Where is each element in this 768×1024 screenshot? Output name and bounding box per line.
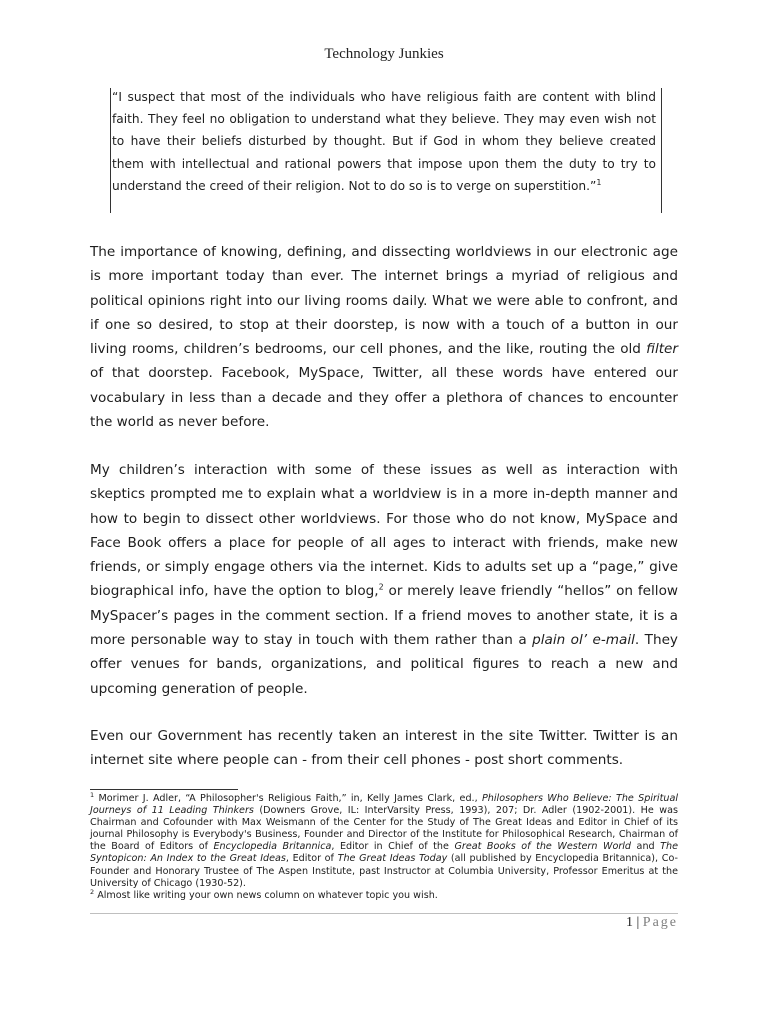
block-quote <box>112 86 656 197</box>
paragraph-1-emphasis: filter <box>646 341 678 358</box>
paragraph-1-text-b: of that doorstep. Facebook, MySpace, Twitter, all these words have entered our vocabulary in less than a decade and they offer a plethora of chances to encounter the world as never before. <box>90 365 678 431</box>
footnote-1-italic-5: The Great Ideas Today <box>337 853 448 865</box>
footnote-2-mark: 2 <box>90 887 95 896</box>
footnote-1-text-2: (Downers Grove, IL: InterVarsity Press, 1993), 207; Dr. Adler (1902-2001). He was Chairman and Cofounder with Max Weismann of the Center for the Study of The Great Ideas and Editor in Chief of its journal Philosophy is Everybody's Business, Founder and Director of the Institute for Philosophical Research, Chairman of the Board of Editors of <box>90 805 678 853</box>
footnotes <box>90 790 678 902</box>
footnote-2 <box>90 887 678 902</box>
footnote-1-italic-3: Great Books of the Western World <box>454 841 632 853</box>
paragraph-3-text: Even our Government has recently taken an interest in the site Twitter. Twitter is an internet site where people can - from their cell phones - post short comments. <box>90 728 678 769</box>
footnote-1 <box>90 790 678 890</box>
footnote-1-italic-1: Philosophers Who Believe: The Spiritual Journeys of 11 Leading Thinkers <box>90 793 678 817</box>
footnote-separator <box>90 789 238 790</box>
page-label: Page <box>642 915 678 930</box>
footnote-ref-2[interactable]: 2 <box>378 582 384 592</box>
footnote-1-text-6: (all published by Encyclopedia Britannica), Co-Founder and Honorary Trustee of The Aspen Institute, past Instructor at Columbia University, Professor Emeritus at the University of Chicago (1930-52). <box>90 853 678 889</box>
page-number-separator: | <box>636 915 640 930</box>
footnote-2-text: Almost like writing your own news column on whatever topic you wish. <box>94 889 438 901</box>
paragraph-3 <box>90 724 678 773</box>
footnote-1-italic-4: The Syntopicon: An Index to the Great Ideas <box>90 841 678 865</box>
paragraph-2-text-a: My children’s interaction with some of these issues as well as interaction with skeptics prompted me to explain what a worldview is in a more in-depth manner and how to begin to dissect other worldviews. For those who do not know, MySpace and Face Book offers a place for people of all ages to interact with friends, make new friends, or simply engage others via the internet. Kids to adults set up a “page,” give biographical info, have the option to blog, <box>90 462 678 600</box>
paragraph-2-emphasis: plain ol’ e-mail <box>532 632 635 649</box>
paragraph-2 <box>90 458 678 701</box>
footnote-1-text-3: , Editor in Chief of the <box>331 841 455 853</box>
paragraph-1 <box>90 240 678 434</box>
paragraph-2-text-c: . They offer venues for bands, organizations, and political figures to reach a new and upcoming generation of people. <box>90 632 678 697</box>
footnote-1-text-1: Morimer J. Adler, “A Philosopher's Religious Faith,” in, Kelly James Clark, ed., <box>94 793 482 804</box>
footnote-ref-1[interactable]: 1 <box>596 177 602 187</box>
header-title: Technology Junkies <box>324 46 444 62</box>
footnote-1-mark: 1 <box>90 790 95 799</box>
footnote-1-text-4: and <box>631 841 661 853</box>
footnote-1-text-5: , Editor of <box>285 853 338 865</box>
page-number-value: 1 <box>625 915 633 930</box>
page-number <box>626 915 678 931</box>
footer-separator <box>90 913 678 914</box>
paragraph-2-text-b: or merely leave friendly “hellos” on fellow MySpacer’s pages in the comment section. If a friend moves to another state, it is a more personable way to stay in touch with them rather than a <box>90 583 678 649</box>
footnote-1-italic-2: Encyclopedia Britannica <box>213 841 332 853</box>
paragraph-1-text-a: The importance of knowing, defining, and dissecting worldviews in our electronic age is more important today than ever. The internet brings a myriad of religious and political opinions right into our living rooms daily. What we were able to confront, and if one so desired, to stop at their doorstep, is now with a touch of a button in our living rooms, children’s bedrooms, our cell phones, and the like, routing the old <box>90 244 678 358</box>
quote-text: “I suspect that most of the individuals who have religious faith are content with blind faith. They feel no obligation to understand what they believe. They may even wish not to have their beliefs disturbed by thought. But if God in whom they believe created them with intellectual and rational powers that impose upon them the duty to try to understand the creed of their religion. Not to do so is to verge on superstition.” <box>112 90 656 193</box>
